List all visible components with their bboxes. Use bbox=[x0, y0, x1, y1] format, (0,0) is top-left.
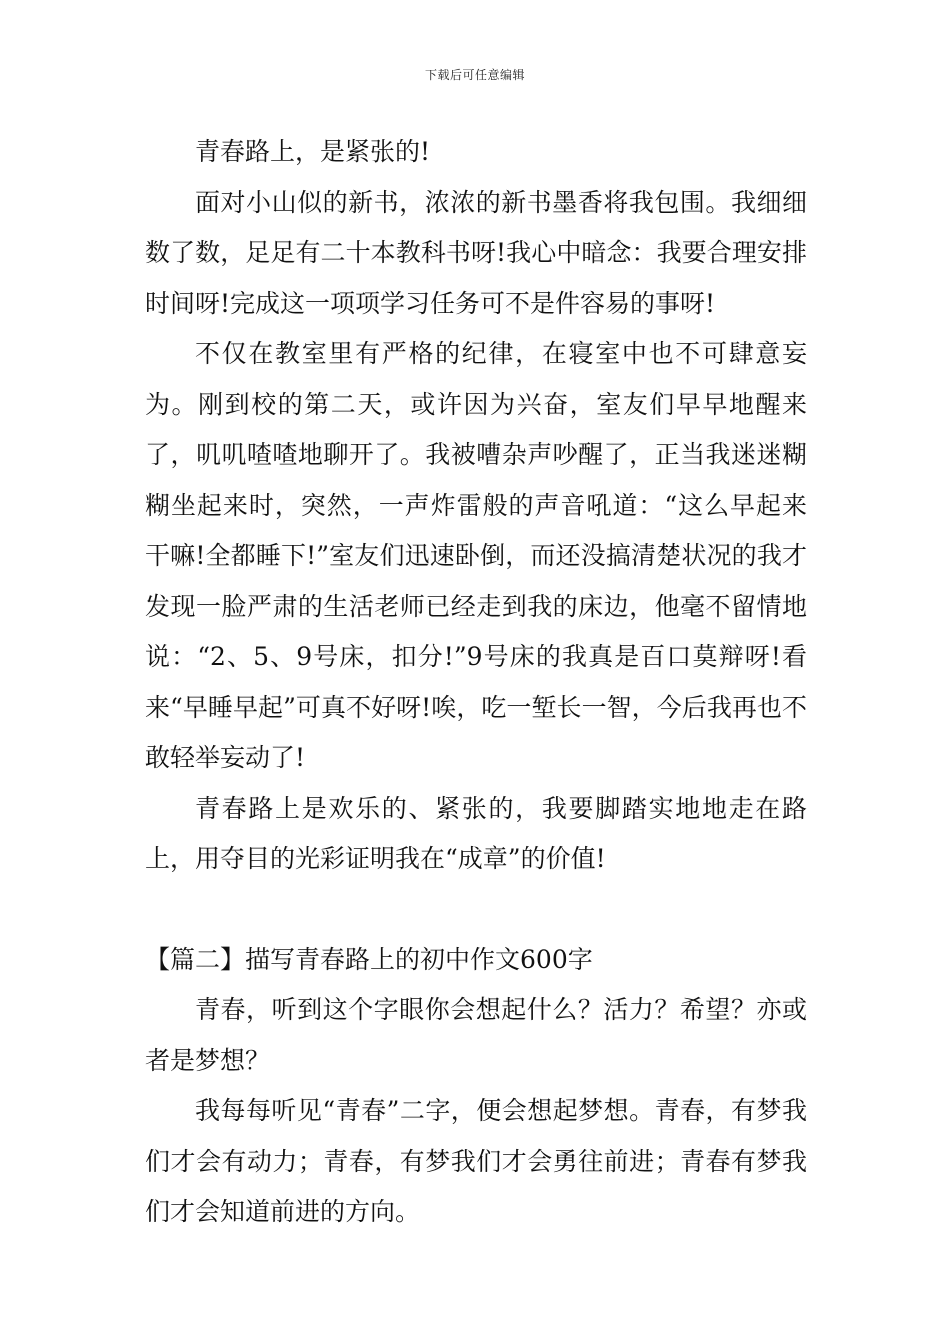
paragraph: 我每每听见“青春”二字，便会想起梦想。青春，有梦我们才会有动力；青春，有梦我们才会勇往前进；青春有梦我们才会知道前进的方向。 bbox=[145, 1096, 807, 1226]
paragraph: 不仅在教室里有严格的纪律，在寝室中也不可肆意妄为。刚到校的第二天，或许因为兴奋，室友们早早地醒来了，叽叽喳喳地聊开了。我被嘈杂声吵醒了，正当我迷迷糊糊坐起来时，突然，一声炸雷般的声音吼道：“这么早起来干嘛!全都睡下!”室友们迅速卧倒，而还没搞清楚状况的我才发现一脸严肃的生活老师已经走到我的床边，他毫不留情地说：“2、5、9号床，扣分!”9号床的我真是百口莫辩呀!看来“早睡早起”可真不好呀!唉，吃一堑长一智，今后我再也不敢轻举妄动了! bbox=[145, 339, 807, 772]
header-note: 下载后可任意编辑 bbox=[424, 68, 525, 82]
paragraph: 青春路上是欢乐的、紧张的，我要脚踏实地地走在路上，用夺目的光彩证明我在“成章”的价值! bbox=[145, 793, 807, 873]
paragraph: 青春路上，是紧张的! bbox=[195, 137, 431, 166]
paragraph: 青春，听到这个字眼你会想起什么？活力？希望？亦或者是梦想？ bbox=[145, 995, 807, 1075]
section-title: 【篇二】描写青春路上的初中作文600字 bbox=[145, 944, 593, 974]
essay-body bbox=[145, 127, 807, 1238]
section-spacer bbox=[145, 885, 807, 935]
paragraph: 面对小山似的新书，浓浓的新书墨香将我包围。我细细数了数，足足有二十本教科书呀!我心中暗念：我要合理安排时间呀!完成这一项项学习任务可不是件容易的事呀! bbox=[145, 187, 807, 318]
